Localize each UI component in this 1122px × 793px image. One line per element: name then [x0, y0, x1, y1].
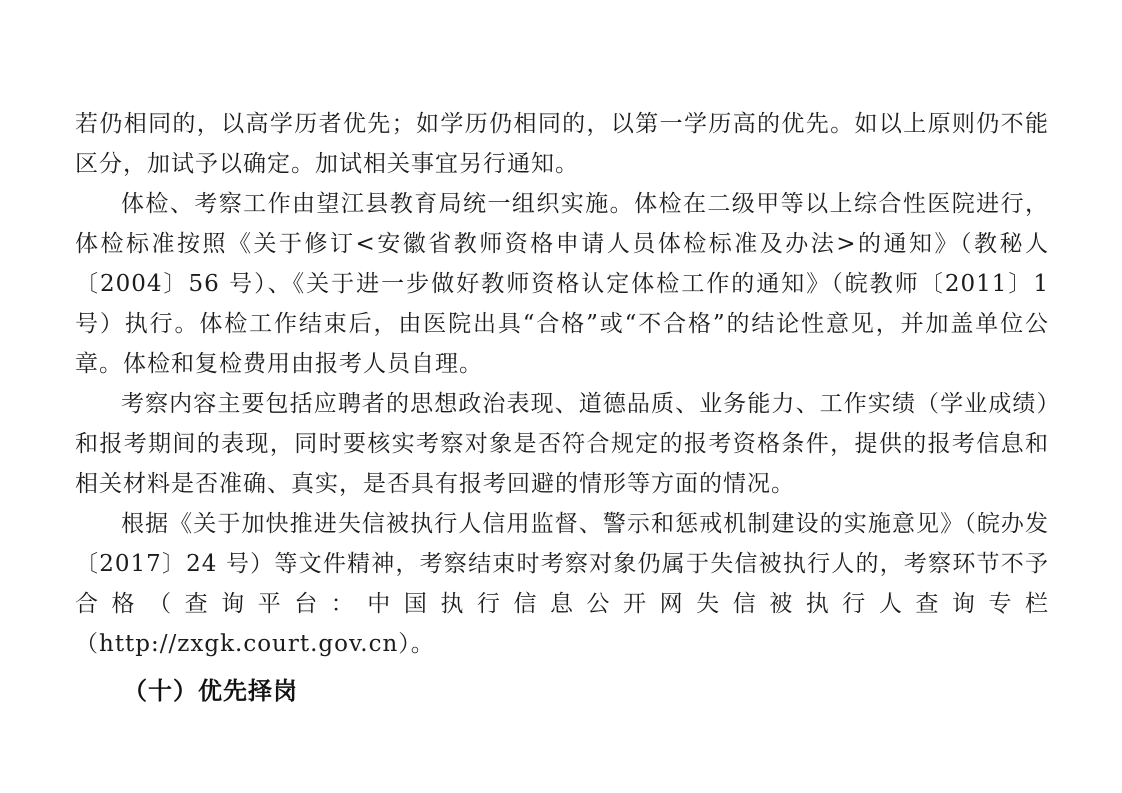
paragraph-medical-exam: 体检、考察工作由望江县教育局统一组织实施。体检在二级甲等以上综合性医院进行，体检标准按照《关于修订<安徽省教师资格申请人员体检标准及办法>的通知》（教秘人〔2004〕56 号）、《关于进一步做好教师资格认定体检工作的通知》（皖教师〔2011〕1 号）执行。体检工作结束后，由医院出具“合格”或“不合格”的结论性意见，并加盖单位公章。体检和复检费用由报考人员自理。	[75, 191, 1049, 377]
paragraph-inspection-content: 考察内容主要包括应聘者的思想政治表现、道德品质、业务能力、工作实绩（学业成绩）和报考期间的表现，同时要核实考察对象是否符合规定的报考资格条件，提供的报考信息和相关材料是否准确、真实，是否具有报考回避的情形等方面的情况。	[75, 391, 1049, 497]
paragraph-dishonest-executee: 根据《关于加快推进失信被执行人信用监督、警示和惩戒机制建设的实施意见》（皖办发〔2017〕24 号）等文件精神，考察结束时考察对象仍属于失信被执行人的，考察环节不予合格（查询平台：中国执行信息公开网失信被执行人查询专栏（http://zxgk.court.gov.cn）。	[75, 511, 1049, 657]
document-text-block	[75, 104, 1049, 712]
paragraph-continuation: 若仍相同的，以高学历者优先；如学历仍相同的，以第一学历高的优先。如以上原则仍不能区分，加试予以确定。加试相关事宜另行通知。	[75, 111, 1049, 177]
section-heading: （十）优先择岗	[123, 678, 298, 705]
